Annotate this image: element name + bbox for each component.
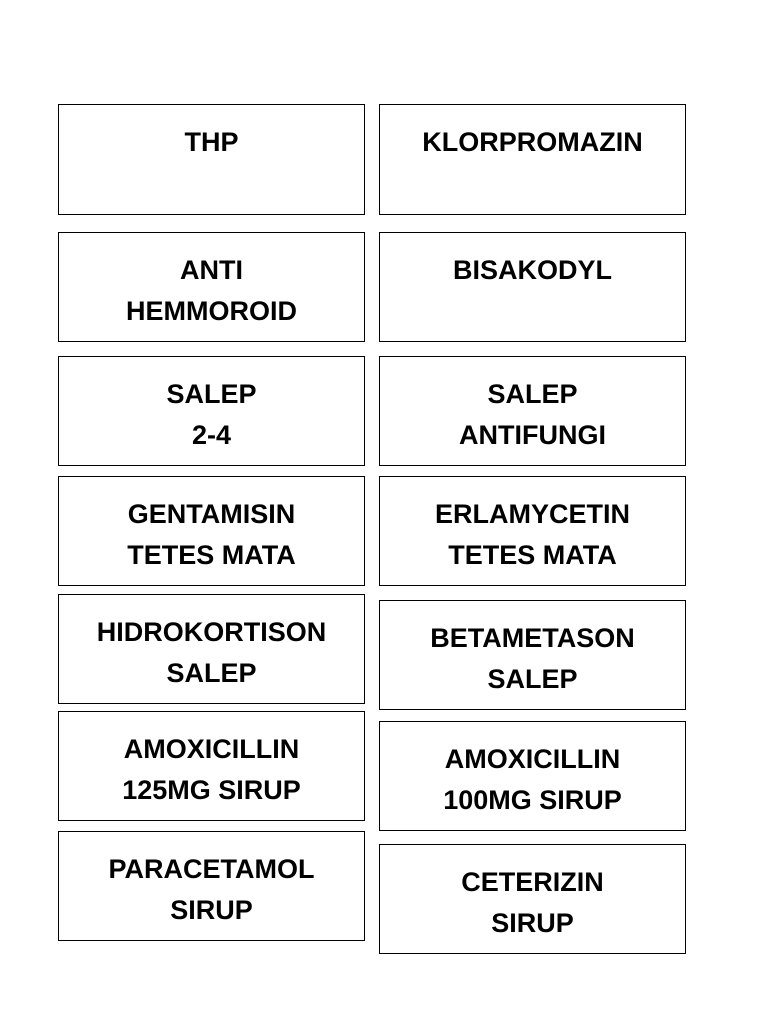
label-card-betametason: [379, 600, 686, 710]
label-line: AMOXICILLIN: [123, 734, 300, 764]
label-card-anti-hemmoroid: [58, 232, 365, 342]
label-line: 2-4: [191, 420, 232, 450]
label-card-klorpromazin: [379, 104, 686, 215]
label-line: BETAMETASON: [430, 623, 635, 653]
label-card-amoxicillin-125: [58, 711, 365, 821]
label-line: KLORPROMAZIN: [422, 127, 643, 157]
label-line: ANTI: [180, 255, 243, 285]
label-card-salep-2-4: [58, 356, 365, 466]
label-line: SALEP: [166, 658, 257, 688]
label-line: BISAKODYL: [452, 255, 612, 285]
label-card-amoxicillin-100: [379, 721, 686, 831]
label-card-gentamisin: [58, 476, 365, 586]
label-line: TETES MATA: [127, 540, 296, 570]
label-line: SALEP: [166, 379, 257, 409]
label-card-hidrokortison: [58, 594, 365, 704]
label-line: THP: [184, 127, 239, 157]
label-card-paracetamol: [58, 831, 365, 941]
label-line: SIRUP: [491, 908, 574, 938]
label-line: 125MG SIRUP: [122, 775, 301, 805]
label-card-erlamycetin: [379, 476, 686, 586]
label-line: GENTAMISIN: [127, 499, 296, 529]
label-card-salep-antifungi: [379, 356, 686, 466]
label-line: HEMMOROID: [126, 296, 297, 326]
label-line: AMOXICILLIN: [444, 744, 621, 774]
label-line: 100MG SIRUP: [443, 785, 622, 815]
label-line: PARACETAMOL: [108, 854, 315, 884]
label-line: SIRUP: [170, 895, 253, 925]
label-line: SALEP: [487, 664, 578, 694]
label-line: HIDROKORTISON: [96, 617, 327, 647]
label-card-thp: [58, 104, 365, 215]
label-line: ANTIFUNGI: [459, 420, 606, 450]
label-line: SALEP: [487, 379, 578, 409]
label-line: CETERIZIN: [461, 867, 604, 897]
label-card-ceterizin: [379, 844, 686, 954]
label-line: ERLAMYCETIN: [435, 499, 630, 529]
label-card-bisakodyl: [379, 232, 686, 342]
label-line: TETES MATA: [448, 540, 617, 570]
